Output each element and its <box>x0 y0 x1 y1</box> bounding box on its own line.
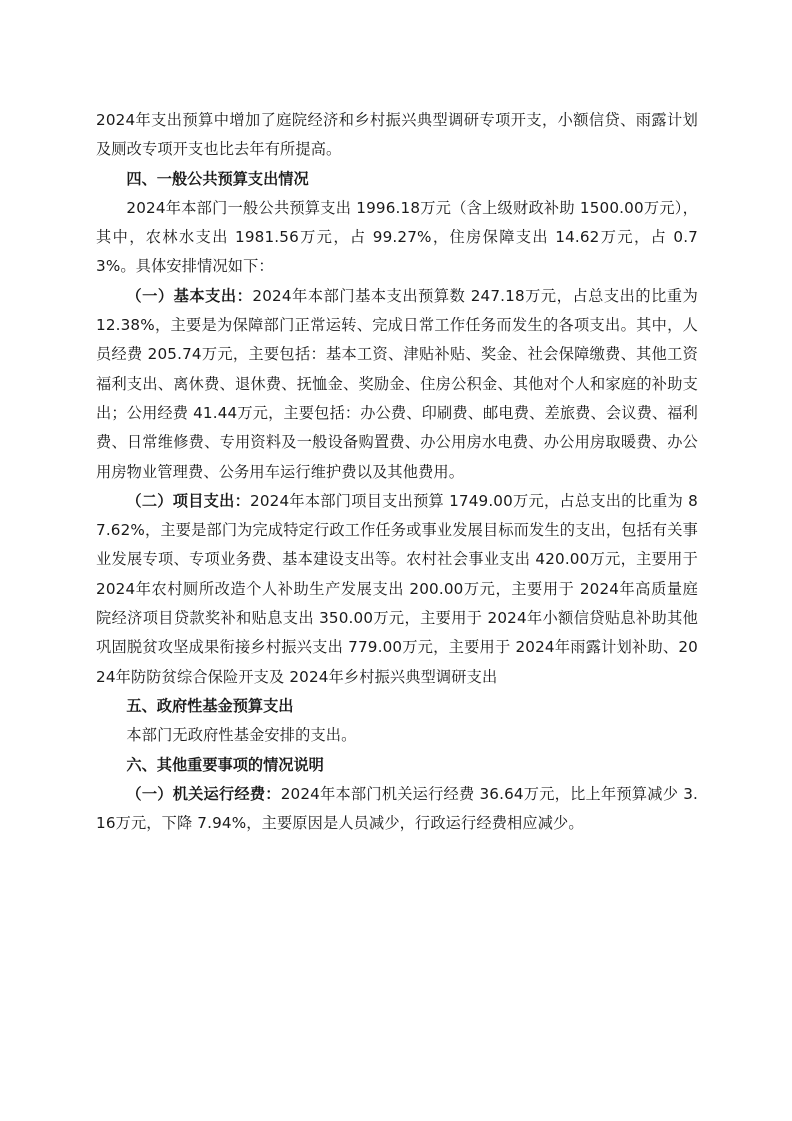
paragraph-project-expenditure <box>96 487 698 692</box>
paragraph-operating-expenses <box>96 780 698 839</box>
basic-expenditure-label: （一）基本支出： <box>126 286 253 305</box>
paragraph-budget-increase: 2024年支出预算中增加了庭院经济和乡村振兴典型调研专项开支，小额信贷、雨露计划及厕改专项开支也比去年有所提高。 <box>96 111 698 159</box>
project-expenditure-label: （二）项目支出： <box>126 491 251 510</box>
project-expenditure-text: 2024年本部门项目支出预算 1749.00万元，占总支出的比重为 87.62%，主要是部门为完成特定行政工作任务或事业发展目标而发生的支出，包括有关事业发展专项、专项业务费、基本建设支出等。农村社会事业支出 420.00万元，主要用于 2024年农村厕所改造个人补助生产发展支出 200.00万元，主要用于 2024年高质量庭院经济项目贷款奖补和贴息支出 350.00万元，主要用于 2024年小额信贷贴息补助其他巩固脱贫攻坚成果衔接乡村振兴支出 779.00万元，主要用于 2024年雨露计划补助、2024年防防贫综合保险开支及 2024年乡村振兴典型调研支出 <box>96 491 698 686</box>
operating-expenses-text: 2024年本部门机关运行经费 36.64万元，比上年预算减少 3.16万元，下降 7.94%，主要原因是人员减少，行政运行经费相应减少。 <box>96 784 699 833</box>
section-heading-general-public-budget: 四、一般公共预算支出情况 <box>126 169 309 188</box>
paragraph-general-public-budget: 2024年本部门一般公共预算支出 1996.18万元（含上级财政补助 1500.00万元），其中，农林水支出 1981.56万元，占 99.27%，住房保障支出 14.62万元，占 0.73%。具体安排情况如下： <box>96 198 698 276</box>
document-body <box>96 106 698 838</box>
section-heading-other-matters: 六、其他重要事项的情况说明 <box>126 755 324 774</box>
section-heading-government-fund: 五、政府性基金预算支出 <box>126 696 294 715</box>
operating-expenses-label: （一）机关运行经费： <box>126 784 281 803</box>
paragraph-basic-expenditure <box>96 282 698 487</box>
paragraph-government-fund: 本部门无政府性基金安排的支出。 <box>126 726 357 745</box>
basic-expenditure-text: 2024年本部门基本支出预算数 247.18万元，占总支出的比重为 12.38%，主要是为保障部门正常运转、完成日常工作任务而发生的各项支出。其中，人员经费 205.74万元，主要包括：基本工资、津贴补贴、奖金、社会保障缴费、其他工资福利支出、离休费、退休费、抚恤金、奖励金、住房公积金、其他对个人和家庭的补助支出；公用经费 41.44万元，主要包括：办公费、印刷费、邮电费、差旅费、会议费、福利费、日常维修费、专用资料及一般设备购置费、办公用房水电费、办公用房取暖费、办公用房物业管理费、公务用车运行维护费以及其他费用。 <box>96 286 699 481</box>
